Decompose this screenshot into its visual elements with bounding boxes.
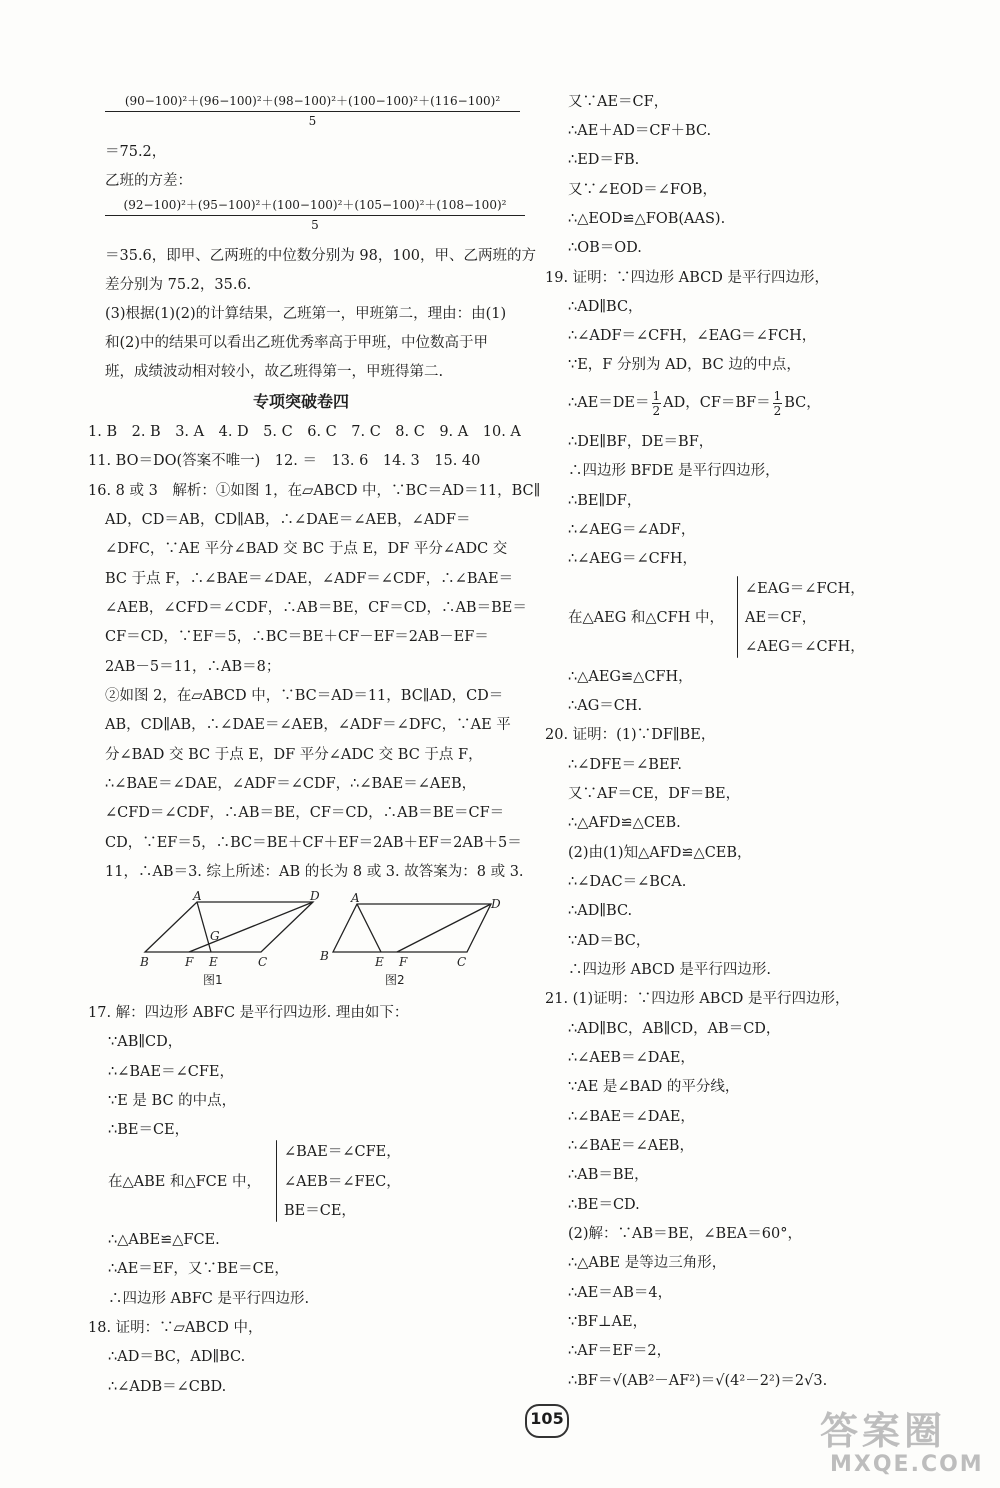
answer-line: ∴△ABE 是等边三角形， [568, 1255, 727, 1271]
answer-line: ∴AE＝AB＝4， [568, 1285, 673, 1301]
answer-line: ∴ED＝FB. [568, 152, 640, 168]
answer-line-with-fractions [568, 385, 821, 421]
answer-line: 又∵AF＝CE，DF＝BE， [568, 786, 741, 802]
fraction-numerator: (90−100)²＋(96−100)²＋(98−100)²＋(100−100)²＋(116−100)² [105, 92, 520, 112]
answer-line: 18. 证明：∵▱ABCD 中， [88, 1320, 263, 1336]
answer-line: 分∠BAD 交 BC 于点 E，DF 平分∠ADC 交 BC 于点 F， [105, 747, 483, 763]
answer-line: ∴BE＝CD. [568, 1197, 640, 1213]
fraction-half [652, 389, 662, 418]
answer-line: ∴AE＋AD＝CF＋BC. [568, 123, 712, 139]
text-line: 乙班的方差： [105, 173, 192, 189]
figure-caption: 图1 [203, 973, 223, 987]
answer-line: ∴四边形 ABCD 是平行四边形. [568, 962, 771, 978]
answer-line: ∴四边形 ABFC 是平行四边形. [108, 1291, 310, 1307]
answer-line: ∵AB∥CD， [108, 1034, 183, 1050]
answer-line: ∴△ABE≌△FCE. [108, 1232, 220, 1248]
answer-line: 17. 解：四边形 ABFC 是平行四边形. 理由如下： [88, 1005, 409, 1021]
point-label: B [140, 955, 149, 969]
answer-line: ∴△EOD≌△FOB(AAS). [568, 211, 726, 227]
answer-line: 16. 8 或 3 解析：①如图 1，在▱ABCD 中，∵BC＝AD＝11，BC∥ [88, 483, 541, 499]
point-label: F [185, 955, 194, 969]
answer-line: ∴∠AEG＝∠CFH， [568, 551, 697, 567]
point-label: B [320, 949, 329, 963]
point-label: C [258, 955, 268, 969]
answer-line: ∴△AFD≌△CEB. [568, 815, 681, 831]
figure-caption: 图2 [385, 973, 405, 987]
answer-line: AD，CD＝AB，CD∥AB，∴∠DAE＝∠AEB，∠ADF＝ [105, 512, 471, 528]
answer-line: BC 于点 F，∴∠BAE＝∠DAE，∠ADF＝∠CDF，∴∠BAE＝ [105, 571, 514, 587]
variance-fraction-a [105, 92, 520, 128]
answer-line: ∵AE 是∠BAD 的平分线， [568, 1079, 740, 1095]
answer-line: ∴BF＝√(AB²－AF²)＝√(4²－2²)＝2√3. [568, 1373, 828, 1389]
text-segment: BC， [784, 395, 821, 411]
answer-line: 19. 证明：∵四边形 ABCD 是平行四边形， [545, 270, 830, 286]
text-segment: AD，CF＝BF＝ [663, 395, 771, 411]
figure-2 [315, 890, 505, 990]
watermark-url: MXQE.COM [830, 1452, 984, 1477]
fraction-numerator: 1 [773, 388, 782, 403]
answer-line: 21. (1)证明：∵四边形 ABCD 是平行四边形， [545, 991, 850, 1007]
text-segment: ∴AE＝DE＝ [568, 395, 650, 411]
fraction-numerator: 1 [652, 388, 661, 403]
fraction-denominator: 2 [652, 403, 661, 418]
answer-line: 2AB－5＝11，∴AB＝8； [105, 659, 281, 675]
brace-item: ∠EAG＝∠FCH， [745, 581, 865, 597]
answer-line: AB，CD∥AB，∴∠DAE＝∠AEB，∠ADF＝∠DFC，∵AE 平 [105, 717, 511, 733]
answer-line: 在△ABE 和△FCE 中， [108, 1174, 261, 1190]
answer-line: 1. B 2. B 3. A 4. D 5. C 6. C 7. C 8. C 9. A 10. A [88, 424, 521, 440]
answer-line: ∴OB＝OD. [568, 240, 642, 256]
text-line: 班，成绩波动相对较小，故乙班得第一，甲班得第二. [105, 364, 444, 380]
answer-line: ∴AD∥BC，AB∥CD，AB＝CD， [568, 1021, 781, 1037]
text-line: 和(2)中的结果可以看出乙班优秀率高于甲班，中位数高于甲 [105, 335, 489, 351]
answer-line: ∴AF＝EF＝2， [568, 1343, 672, 1359]
point-label: C [457, 955, 467, 969]
answer-line: ∴△AEG≌△CFH， [568, 669, 693, 685]
answer-line: ∴BE＝CE， [108, 1122, 190, 1138]
fraction-numerator: (92−100)²＋(95−100)²＋(100−100)²＋(105−100)²＋(108−100)² [105, 196, 525, 216]
answer-line: ∴∠AEG＝∠ADF， [568, 522, 696, 538]
answer-line: 20. 证明：(1)∵DF∥BE， [545, 727, 716, 743]
answer-line: ∴AE＝EF，又∵BE＝CE， [108, 1261, 289, 1277]
answer-line: ∠CFD＝∠CDF，∴AB＝BE，CF＝CD，∴AB＝BE＝CF＝ [105, 805, 505, 821]
answer-line: ∴DE∥BF，DE＝BF， [568, 434, 714, 450]
point-label: A [193, 890, 202, 903]
point-label: D [491, 897, 501, 911]
answer-line: ∴∠DAC＝∠BCA. [568, 874, 687, 890]
answer-line: ∠AEB，∠CFD＝∠CDF，∴AB＝BE，CF＝CD，∴AB＝BE＝ [105, 600, 527, 616]
fraction-denominator: 5 [311, 218, 319, 232]
answer-line: 在△AEG 和△CFH 中， [568, 610, 724, 626]
variance-fraction-b [105, 196, 525, 232]
point-label: G [210, 929, 220, 943]
fraction-denominator: 5 [308, 114, 317, 128]
fraction-half [773, 389, 783, 418]
answer-line: ∴∠ADF＝∠CFH，∠EAG＝∠FCH， [568, 328, 817, 344]
answer-line: 又∵AE＝CF， [568, 94, 669, 110]
text-line: ＝35.6，即甲、乙两班的中位数分别为 98，100，甲、乙两班的方 [105, 248, 537, 264]
page-number: 105 [525, 1404, 569, 1438]
answer-line: ∴∠BAE＝∠DAE， [568, 1109, 695, 1125]
answer-line: 又∵∠EOD＝∠FOB， [568, 182, 717, 198]
answer-line: 11. BO＝DO(答案不唯一) 12. ＝ 13. 6 14. 3 15. 40 [88, 453, 481, 469]
answer-line: ∵BF⊥AE， [568, 1314, 648, 1330]
answer-line: ∴AD∥BC， [568, 299, 643, 315]
point-label: F [399, 955, 408, 969]
answer-line: ∵E，F 分别为 AD，BC 边的中点， [568, 357, 801, 373]
answer-line: ∴BE∥DF， [568, 493, 642, 509]
text-line: ＝75.2， [105, 144, 167, 160]
answer-line: CF＝CD，∵EF＝5，∴BC＝BE＋CF－EF＝2AB－EF＝ [105, 629, 489, 645]
answer-line: ∴∠ADB＝∠CBD. [108, 1379, 227, 1395]
section-heading: 专项突破卷四 [253, 392, 350, 411]
point-label: A [351, 891, 360, 905]
answer-line: ∴AD＝BC，AD∥BC. [108, 1349, 246, 1365]
figure-1 [135, 890, 325, 990]
point-label: E [375, 955, 384, 969]
text-line: 差分别为 75.2，35.6. [105, 277, 252, 293]
answer-line: ∴四边形 BFDE 是平行四边形， [568, 463, 780, 479]
answer-line: ∵AD＝BC， [568, 933, 651, 949]
answer-line: ∵E 是 BC 的中点， [108, 1093, 237, 1109]
point-label: E [209, 955, 218, 969]
answer-line: ∴AG＝CH. [568, 698, 643, 714]
watermark-logo: 答案圈 [820, 1409, 947, 1453]
fraction-denominator: 2 [773, 403, 782, 418]
brace-item: ∠AEG＝∠CFH， [745, 639, 865, 655]
answer-line: ∴∠BAE＝∠CFE， [108, 1064, 234, 1080]
answer-line: (2)由(1)知△AFD≌△CEB， [568, 845, 752, 861]
answer-line: (2)解：∵AB＝BE，∠BEA＝60°， [568, 1226, 802, 1242]
brace-item: ∠AEB＝∠FEC， [284, 1174, 401, 1190]
answer-line: ∴AD∥BC. [568, 903, 633, 919]
brace-item: AE＝CF， [745, 610, 817, 626]
answer-line: ∴∠BAE＝∠AEB， [568, 1138, 694, 1154]
answer-line: 11，∴AB＝3. 综上所述：AB 的长为 8 或 3. 故答案为：8 或 3. [105, 864, 524, 880]
answer-line: ∠DFC，∵AE 平分∠BAD 交 BC 于点 E，DF 平分∠ADC 交 [105, 541, 508, 557]
text-line: (3)根据(1)(2)的计算结果，乙班第一，甲班第二，理由：由(1) [105, 306, 507, 322]
brace-item: ∠BAE＝∠CFE， [284, 1144, 401, 1160]
answer-line: ②如图 2，在▱ABCD 中，∵BC＝AD＝11，BC∥AD，CD＝ [105, 688, 504, 704]
answer-line: CD，∵EF＝5，∴BC＝BE＋CF＋EF＝2AB＋EF＝2AB＋5＝ [105, 835, 522, 851]
answer-line: ∴∠BAE＝∠DAE，∠ADF＝∠CDF，∴∠BAE＝∠AEB， [105, 776, 477, 792]
brace-item: BE＝CE， [284, 1203, 356, 1219]
answer-line: ∴AB＝BE， [568, 1167, 649, 1183]
answer-line: ∴∠DFE＝∠BEF. [568, 757, 682, 773]
system-brace [737, 576, 738, 658]
answer-line: ∴∠AEB＝∠DAE， [568, 1050, 695, 1066]
system-brace [276, 1140, 277, 1222]
point-label: D [310, 890, 320, 903]
